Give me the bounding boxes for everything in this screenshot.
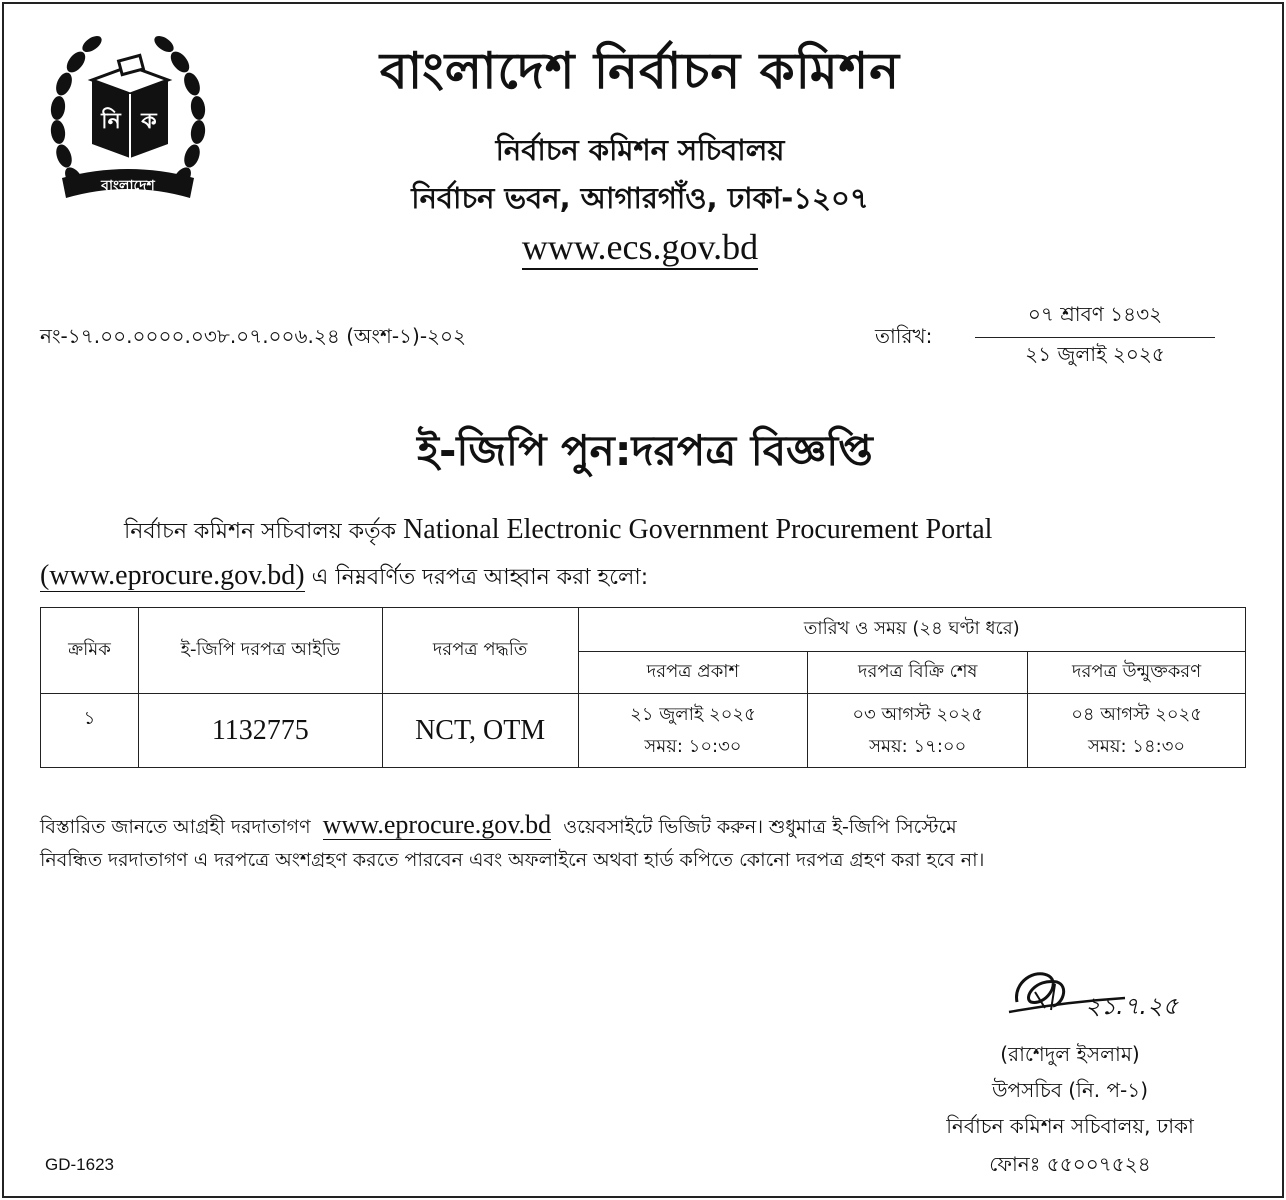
header-egp-id: ই-জিপি দরপত্র আইডি xyxy=(138,608,382,694)
cell-sale-end xyxy=(808,694,1028,768)
intro-bengali: নির্বাচন কমিশন সচিবালয় কর্তৃক xyxy=(124,519,397,544)
notice-title: ই-জিপি পুন:দরপত্র বিজ্ঞপ্তি xyxy=(417,426,873,475)
signatory-office: নির্বাচন কমিশন সচিবালয়, ঢাকা xyxy=(946,1114,1194,1138)
signature-date: ২১.৭.২৫ xyxy=(1085,992,1179,1020)
opening-date: ০৪ আগস্ট ২০২৫ xyxy=(1071,703,1202,725)
header-opening: দরপত্র উন্মুক্তকরণ xyxy=(1028,652,1246,694)
details-paragraph xyxy=(40,808,1250,877)
date-bengali-calendar: ০৭ শ্রাবণ ১৪৩২ xyxy=(975,300,1215,338)
details-eprocure-link[interactable]: www.eprocure.gov.bd xyxy=(322,810,552,839)
header-sale-end: দরপত্র বিক্রি শেষ xyxy=(808,652,1028,694)
signatory-phone: ফোনঃ ৫৫০০৭৫২৪ xyxy=(989,1152,1151,1176)
intro-line-1 xyxy=(40,508,1250,554)
svg-text:বাংলাদেশ: বাংলাদেশ xyxy=(101,178,155,194)
cell-opening xyxy=(1028,694,1246,768)
sale-end-date: ০৩ আগস্ট ২০২৫ xyxy=(852,703,984,725)
secretariat-name: নির্বাচন কমিশন সচিবালয় xyxy=(495,133,785,167)
tender-table xyxy=(40,607,1246,768)
handwritten-signature xyxy=(1005,962,1205,1032)
portal-name: National Electronic Government Procurement Portal xyxy=(403,514,993,545)
date-gregorian: ২১ জুলাই ২০২৫ xyxy=(1025,342,1165,366)
details-part-2: ওয়েবসাইটে ভিজিট করুন। শুধুমাত্র ই-জিপি সিস্টেমে xyxy=(563,816,957,838)
organization-name: বাংলাদেশ নির্বাচন কমিশন xyxy=(379,42,901,100)
header-publish: দরপত্র প্রকাশ xyxy=(578,652,808,694)
header-date-time: তারিখ ও সময় (২৪ ঘণ্টা ধরে) xyxy=(578,608,1245,652)
website-link[interactable]: www.ecs.gov.bd xyxy=(522,227,758,270)
document-code: GD-1623 xyxy=(45,1155,114,1174)
table-row xyxy=(41,694,1246,768)
sale-end-time: সময়: ১৭:০০ xyxy=(869,735,967,757)
details-line-1 xyxy=(40,808,1250,844)
election-commission-logo xyxy=(48,28,208,206)
office-address: নির্বাচন ভবন, আগারগাঁও, ঢাকা-১২০৭ xyxy=(411,181,869,215)
date-label: তারিখ: xyxy=(875,324,933,348)
signatory-name: (রাশেদুল ইসলাম) xyxy=(1000,1042,1140,1066)
details-line-2: নিবন্ধিত দরদাতাগণ এ দরপত্রে অংশগ্রহণ করতে পারবেন এবং অফলাইনে অথবা হার্ড কপিতে কোনো দরপত্র গ্রহণ করা হবে না। xyxy=(40,849,985,871)
svg-text:ক: ক xyxy=(141,109,157,134)
publish-date: ২১ জুলাই ২০২৫ xyxy=(630,703,756,725)
intro-paragraph xyxy=(40,508,1250,600)
intro-rest: এ নিম্নবর্ণিত দরপত্র আহ্বান করা হলো: xyxy=(311,565,649,590)
signatory-designation: উপসচিব (নি. প-১) xyxy=(991,1078,1149,1102)
header-method: দরপত্র পদ্ধতি xyxy=(382,608,578,694)
svg-text:নি: নি xyxy=(101,109,121,134)
cell-serial: ১ xyxy=(41,694,139,768)
opening-time: সময়: ১৪:৩০ xyxy=(1088,735,1186,757)
intro-line-2 xyxy=(40,560,649,591)
website-link-container xyxy=(230,226,1050,268)
publish-time: সময়: ১০:৩০ xyxy=(644,735,742,757)
cell-method: NCT, OTM xyxy=(382,694,578,768)
cell-egp-id: 1132775 xyxy=(138,694,382,768)
eprocure-link[interactable]: (www.eprocure.gov.bd) xyxy=(40,560,305,591)
details-part-1: বিস্তারিত জানতে আগ্রহী দরদাতাগণ xyxy=(40,816,311,838)
reference-number: নং-১৭.০০.০০০০.০৩৮.০৭.০০৬.২৪ (অংশ-১)-২০২ xyxy=(40,324,467,348)
header-serial: ক্রমিক xyxy=(41,608,139,694)
cell-publish xyxy=(578,694,808,768)
